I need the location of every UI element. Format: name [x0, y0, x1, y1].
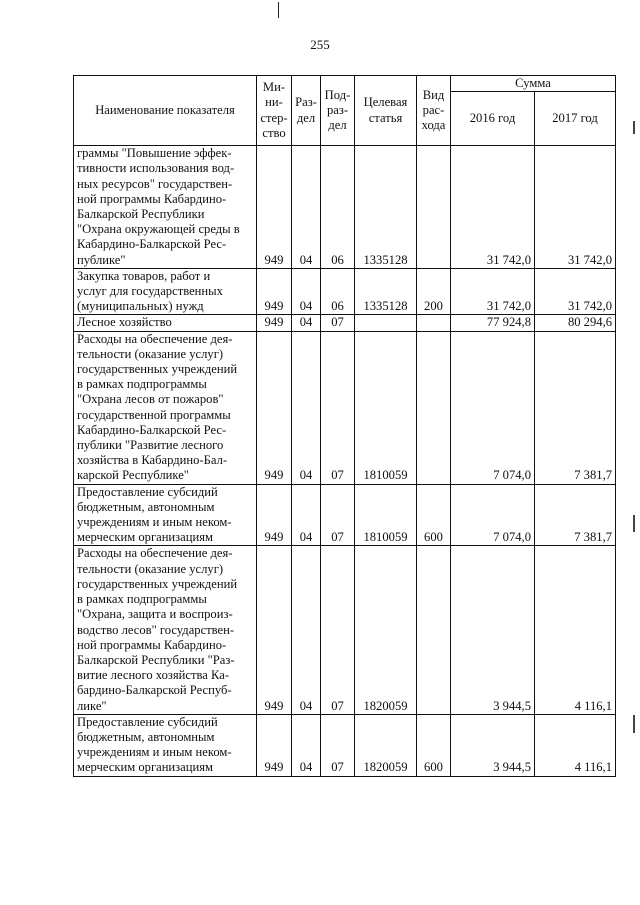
cell-subsection: 06: [321, 268, 355, 315]
indicator-name-line: "Охрана лесов от пожаров": [77, 392, 224, 407]
cell-ministry: 949: [257, 268, 292, 315]
header-name: Наименование показателя: [74, 76, 257, 146]
header-subsection: Под- раз- дел: [321, 76, 355, 146]
cell-section: 04: [292, 714, 321, 776]
header-year-2016: 2016 год: [451, 92, 535, 146]
cell-ministry: 949: [257, 546, 292, 714]
cell-sum-2017: 31 742,0: [535, 146, 616, 269]
indicator-name-line: государственных учреждений: [77, 362, 238, 377]
cell-expense-type: 200: [417, 268, 451, 315]
indicator-name-line: Предоставление субсидий: [77, 484, 218, 499]
table-header: [74, 76, 616, 146]
budget-table: [73, 75, 616, 777]
indicator-name-line: Расходы на обеспечение дея-: [77, 331, 233, 346]
cell-sum-2016: 77 924,8: [451, 315, 535, 331]
indicator-name-line: в рамках подпрограммы: [77, 592, 207, 607]
indicator-name-line: государственной программы: [77, 407, 231, 422]
table-row: [74, 315, 616, 331]
indicator-name-line: тельности (оказание услуг): [77, 346, 224, 361]
cell-ministry: 949: [257, 146, 292, 269]
indicator-name-line: "Охрана, защита и воспроиз-: [77, 607, 233, 622]
cell-section: 04: [292, 331, 321, 484]
indicator-name-line: публики "Развитие лесного: [77, 438, 224, 453]
indicator-name-line: водство лесов" государствен-: [77, 622, 235, 637]
cell-target: 1820059: [355, 546, 417, 714]
indicator-name-line: ной программы Кабардино-: [77, 637, 227, 652]
indicator-name-line: хозяйства в Кабардино-Бал-: [77, 453, 228, 468]
table-row: [74, 331, 616, 484]
cell-section: 04: [292, 484, 321, 546]
indicator-name-line: бардино-Балкарской Респуб-: [77, 683, 232, 698]
cell-sum-2017: 7 381,7: [535, 331, 616, 484]
cell-ministry: 949: [257, 714, 292, 776]
indicator-name-line: граммы "Повышение эффек-: [77, 146, 232, 161]
indicator-name-line: Кабардино-Балкарской Рес-: [77, 422, 227, 437]
indicator-name-line: (муниципальных) нужд: [77, 299, 204, 314]
indicator-name-line: Предоставление субсидий: [77, 714, 218, 729]
cell-expense-type: 600: [417, 484, 451, 546]
cell-subsection: 07: [321, 315, 355, 331]
cell-target: 1810059: [355, 484, 417, 546]
cell-section: 04: [292, 146, 321, 269]
cell-subsection: 07: [321, 331, 355, 484]
cell-sum-2017: 4 116,1: [535, 546, 616, 714]
cell-target: 1335128: [355, 268, 417, 315]
indicator-name-line: бюджетным, автономным: [77, 729, 215, 744]
cell-section: 04: [292, 546, 321, 714]
cell-expense-type: [417, 546, 451, 714]
indicator-name-line: ной программы Кабардино-: [77, 191, 227, 206]
cell-ministry: 949: [257, 315, 292, 331]
cell-indicator-name: [74, 546, 257, 714]
cell-sum-2016: 31 742,0: [451, 268, 535, 315]
indicator-name-line: учреждениям и иным неком-: [77, 515, 232, 530]
cell-indicator-name: [74, 484, 257, 546]
scan-edge-mark: [633, 715, 635, 733]
cell-expense-type: 600: [417, 714, 451, 776]
cell-indicator-name: [74, 714, 257, 776]
indicator-name-line: бюджетным, автономным: [77, 499, 215, 514]
cell-expense-type: [417, 146, 451, 269]
cell-subsection: 06: [321, 146, 355, 269]
indicator-name-line: лике": [77, 698, 107, 713]
indicator-name-line: Кабардино-Балкарской Рес-: [77, 237, 227, 252]
cell-sum-2017: 7 381,7: [535, 484, 616, 546]
indicator-name-line: Балкарской Республики: [77, 207, 205, 222]
indicator-name-line: в рамках подпрограммы: [77, 377, 207, 392]
indicator-name-line: "Охрана окружающей среды в: [77, 222, 240, 237]
header-year-2017: 2017 год: [535, 92, 616, 146]
indicator-name-line: Лесное хозяйство: [77, 315, 172, 330]
cell-expense-type: [417, 315, 451, 331]
table-row: [74, 484, 616, 546]
cell-ministry: 949: [257, 331, 292, 484]
cell-sum-2016: 7 074,0: [451, 331, 535, 484]
indicator-name-line: карской Республике": [77, 468, 189, 483]
table-row: [74, 546, 616, 714]
header-sum: Сумма: [451, 76, 616, 92]
cell-sum-2016: 31 742,0: [451, 146, 535, 269]
cell-sum-2016: 3 944,5: [451, 714, 535, 776]
cell-indicator-name: [74, 268, 257, 315]
cell-sum-2017: 4 116,1: [535, 714, 616, 776]
cell-subsection: 07: [321, 546, 355, 714]
indicator-name-line: тивности использования вод-: [77, 161, 235, 176]
cell-indicator-name: [74, 146, 257, 269]
cell-subsection: 07: [321, 484, 355, 546]
cell-indicator-name: [74, 315, 257, 331]
cell-target: 1810059: [355, 331, 417, 484]
indicator-name-line: Закупка товаров, работ и: [77, 268, 211, 283]
cell-subsection: 07: [321, 714, 355, 776]
cell-sum-2016: 3 944,5: [451, 546, 535, 714]
indicator-name-line: Балкарской Республики "Раз-: [77, 652, 235, 667]
header-section: Раз- дел: [292, 76, 321, 146]
cell-target: 1820059: [355, 714, 417, 776]
indicator-name-line: ных ресурсов" государствен-: [77, 176, 233, 191]
indicator-name-line: услуг для государственных: [77, 284, 223, 299]
cell-indicator-name: [74, 331, 257, 484]
cell-target: [355, 315, 417, 331]
indicator-name-line: публике": [77, 252, 126, 267]
cell-section: 04: [292, 268, 321, 315]
cell-sum-2017: 80 294,6: [535, 315, 616, 331]
cell-sum-2017: 31 742,0: [535, 268, 616, 315]
indicator-name-line: тельности (оказание услуг): [77, 561, 224, 576]
table-body: [74, 146, 616, 776]
indicator-name-line: учреждениям и иным неком-: [77, 745, 232, 760]
indicator-name-line: Расходы на обеспечение дея-: [77, 546, 233, 561]
header-ministry: Ми- ни- стер- ство: [257, 76, 292, 146]
header-expense-type: Вид рас- хода: [417, 76, 451, 146]
cell-expense-type: [417, 331, 451, 484]
indicator-name-line: мерческим организациям: [77, 760, 213, 775]
scan-edge-mark: [633, 515, 635, 532]
cell-target: 1335128: [355, 146, 417, 269]
header-target: Целевая статья: [355, 76, 417, 146]
page-number: 255: [310, 37, 330, 52]
indicator-name-line: государственных учреждений: [77, 576, 238, 591]
cell-ministry: 949: [257, 484, 292, 546]
table-row: [74, 146, 616, 269]
scan-mark-top: [278, 2, 279, 18]
scan-edge-mark: [633, 121, 635, 134]
cell-section: 04: [292, 315, 321, 331]
table-row: [74, 714, 616, 776]
indicator-name-line: витие лесного хозяйства Ка-: [77, 668, 230, 683]
cell-sum-2016: 7 074,0: [451, 484, 535, 546]
table-row: [74, 268, 616, 315]
indicator-name-line: мерческим организациям: [77, 530, 213, 545]
